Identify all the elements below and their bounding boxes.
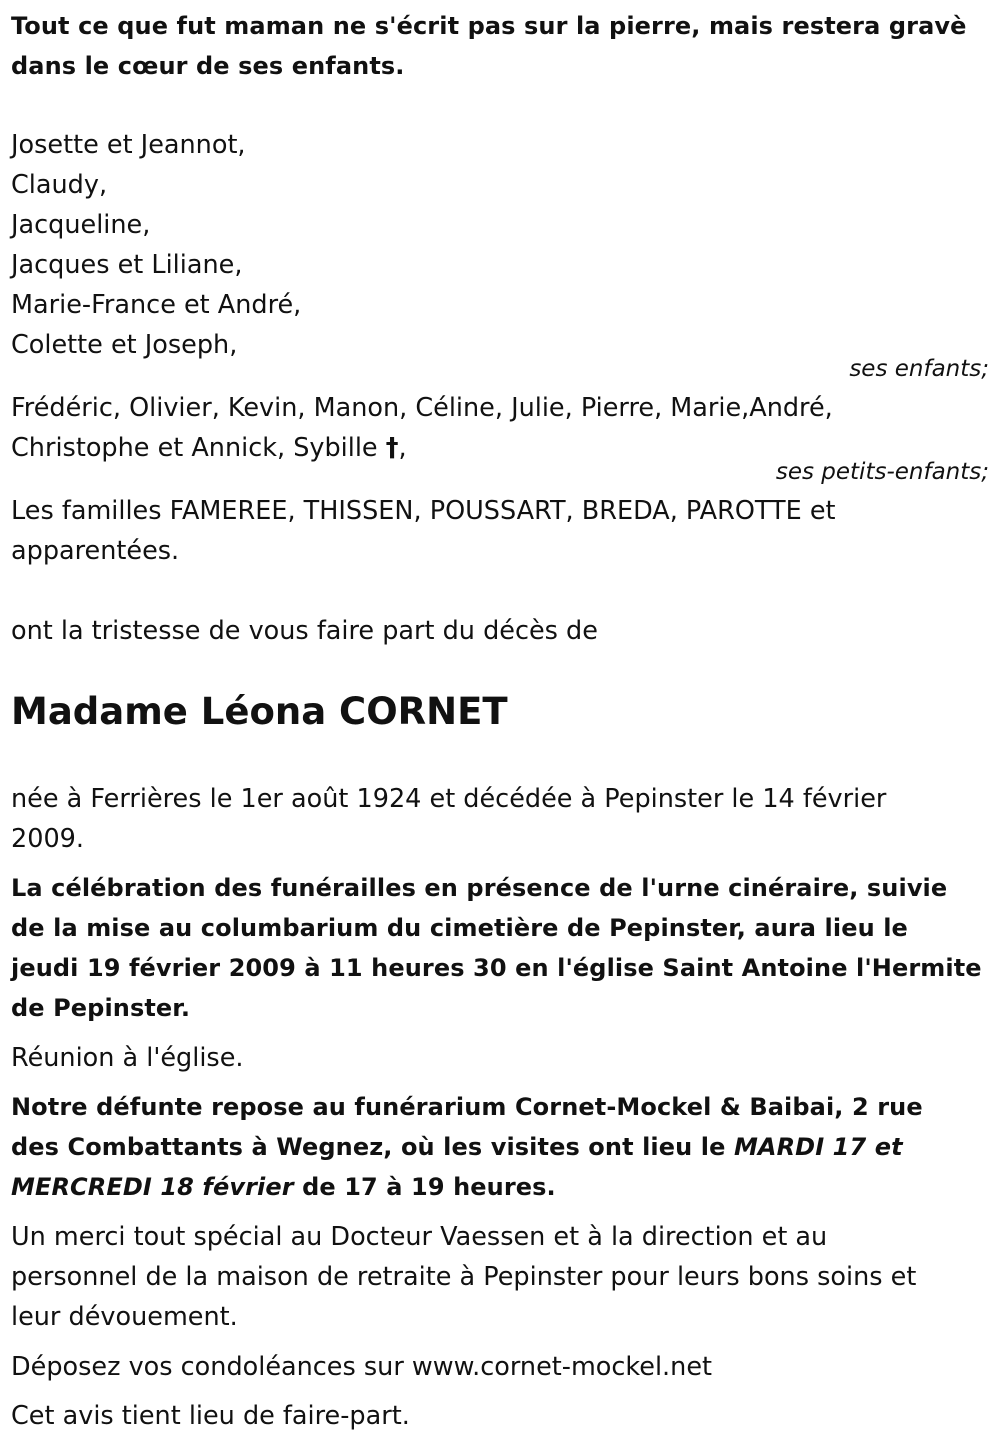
- child-3: Jacqueline,: [11, 210, 151, 240]
- visitation-dates-tuesday: MARDI 17 et: [733, 1133, 903, 1161]
- visitation-dates-wednesday: MERCREDI 18 février: [11, 1173, 294, 1201]
- families-line-1: Les familles FAMEREE, THISSEN, POUSSART, BREDA, PAROTTE et: [11, 496, 836, 526]
- deceased-cross-icon: †: [385, 433, 399, 463]
- ceremony-line-2: de la mise au columbarium du cimetière de Pepinster, aura lieu le: [11, 914, 908, 942]
- child-4: Jacques et Liliane,: [11, 250, 243, 280]
- visitation-line-3-b: de 17 à 19 heures.: [293, 1173, 556, 1201]
- thanks-line-3: leur dévouement.: [11, 1302, 238, 1332]
- grandchildren-line-2-text: Christophe et Annick, Sybille: [11, 433, 378, 463]
- thanks-line-1: Un merci tout spécial au Docteur Vaessen et à la direction et au: [11, 1222, 828, 1252]
- notice-line: Cet avis tient lieu de faire-part.: [11, 1401, 410, 1431]
- visitation-line-2-a: des Combattants à Wegnez, où les visites ont lieu le: [11, 1133, 734, 1161]
- grandchildren-label: ses petits-enfants;: [775, 459, 989, 485]
- ceremony-line-4: de Pepinster.: [11, 994, 191, 1022]
- deceased-name: Madame Léona CORNET: [11, 690, 508, 733]
- child-6: Colette et Joseph,: [11, 330, 238, 360]
- children-label: ses enfants;: [849, 356, 989, 382]
- epigraph-line-2: dans le cœur de ses enfants.: [11, 52, 405, 80]
- birth-death-line-2: 2009.: [11, 824, 85, 854]
- grandchildren-line-1: Frédéric, Olivier, Kevin, Manon, Céline, Julie, Pierre, Marie,André,: [11, 393, 833, 423]
- ceremony-line-1: La célébration des funérailles en présence de l'urne cinéraire, suivie: [11, 874, 948, 902]
- child-2: Claudy,: [11, 170, 108, 200]
- visitation-line-1: Notre défunte repose au funérarium Cornet-Mockel & Baibai, 2 rue: [11, 1093, 923, 1121]
- grandchildren-line-2-end: ,: [398, 433, 407, 463]
- visitation-line-3: [11, 1167, 556, 1207]
- visitation-line-2: [11, 1127, 903, 1167]
- child-5: Marie-France et André,: [11, 290, 302, 320]
- child-1: Josette et Jeannot,: [11, 130, 246, 160]
- ceremony-line-3: jeudi 19 février 2009 à 11 heures 30 en l'église Saint Antoine l'Hermite: [11, 954, 982, 982]
- grandchildren-line-2: [11, 428, 407, 468]
- condolences-line: Déposez vos condoléances sur www.cornet-mockel.net: [11, 1352, 713, 1382]
- birth-death-line-1: née à Ferrières le 1er août 1924 et décédée à Pepinster le 14 février: [11, 784, 887, 814]
- families-line-2: apparentées.: [11, 536, 180, 566]
- epigraph-line-1: Tout ce que fut maman ne s'écrit pas sur la pierre, mais restera gravè: [11, 12, 967, 40]
- announcement: ont la tristesse de vous faire part du décès de: [11, 616, 598, 646]
- thanks-line-2: personnel de la maison de retraite à Pepinster pour leurs bons soins et: [11, 1262, 917, 1292]
- meeting-note: Réunion à l'église.: [11, 1043, 244, 1073]
